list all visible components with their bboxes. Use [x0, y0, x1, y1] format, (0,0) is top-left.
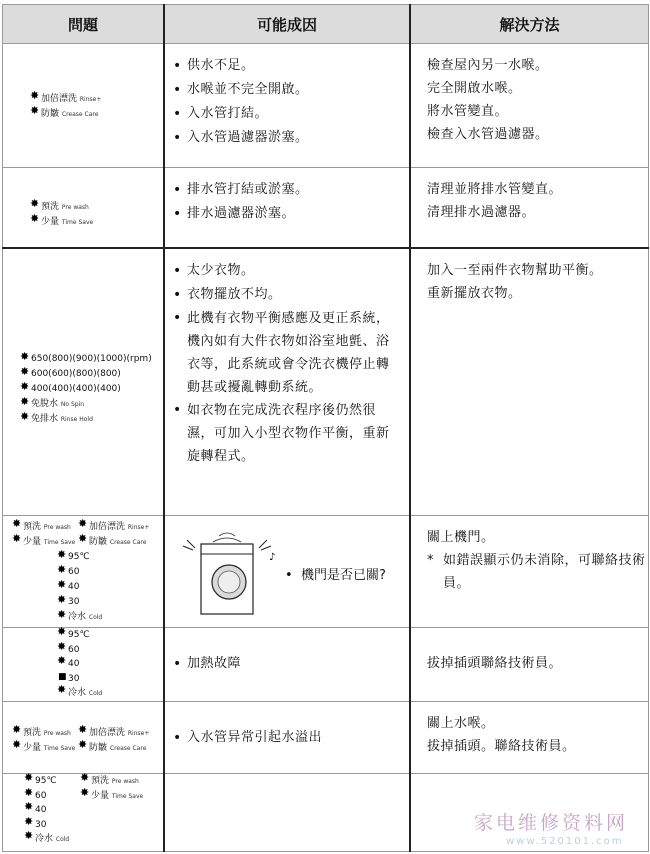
- cause-item: • 加熱故障: [187, 652, 403, 676]
- indicator-label: 免排水: [31, 413, 59, 424]
- indicator-light-icon: [13, 521, 22, 530]
- cause-cell: [164, 774, 410, 852]
- indicator-label: 600(600)(800)(800): [31, 368, 121, 379]
- temperature-label: 60: [68, 644, 80, 655]
- troubleshooting-table: [2, 4, 649, 852]
- solution-item: 拔掉插頭。聯絡技術員。: [427, 739, 576, 754]
- solution-item: 拔掉插頭聯絡技術員。: [427, 656, 563, 671]
- temperature-label: 30: [68, 597, 80, 607]
- temperature-list: [58, 628, 102, 702]
- indicator-label-en: Crease Care: [61, 111, 99, 118]
- indicator-light-icon: [58, 687, 67, 696]
- temperature-list: [25, 774, 69, 848]
- note-mark: *: [427, 553, 434, 568]
- indicator-light-icon: [21, 368, 30, 377]
- temperature-label: 30: [68, 673, 80, 684]
- indicator-light-icon: [13, 727, 22, 736]
- indicator-label-en: Crease Care: [109, 745, 147, 752]
- cause-item: • 入水管异常引起水溢出: [187, 726, 403, 750]
- solution-item: 將水管變直。: [427, 104, 509, 119]
- cause-item: • 如衣物在完成洗衣程序後仍然很濕，可加入小型衣物作平衡，重新旋轉程式。: [187, 399, 401, 468]
- indicator-light-icon: [58, 629, 67, 638]
- indicator-light-icon: [58, 611, 67, 620]
- solution-cell: [410, 516, 649, 628]
- temperature-label: 60: [68, 567, 80, 577]
- temperature-label-en: Cold: [88, 614, 103, 621]
- watermark-text: 家电维修资料网: [474, 812, 629, 834]
- indicator-label-en: Pre wash: [111, 778, 139, 785]
- indicator-list-right: [79, 520, 149, 550]
- indicator-label: 650(800)(900)(1000)(rpm): [31, 353, 152, 364]
- temperature-label: 40: [35, 805, 47, 815]
- problem-cell: [3, 774, 165, 852]
- problem-cell: [3, 248, 165, 516]
- cause-item: • 入水管打結。: [187, 102, 403, 126]
- indicator-label-en: No Spin: [60, 400, 85, 408]
- temperature-label: 95℃: [68, 630, 90, 640]
- solution-cell: [410, 702, 649, 774]
- indicator-light-icon: [25, 833, 34, 842]
- indicator-light-icon: [79, 742, 88, 751]
- cause-cell: [164, 702, 410, 774]
- problem-cell: [3, 628, 165, 702]
- header-solution: 解決方法: [410, 5, 649, 44]
- indicator-light-icon: [21, 353, 30, 362]
- cause-item: • 排水管打結或淤塞。: [187, 178, 403, 202]
- cause-cell: [164, 628, 410, 702]
- indicator-label: 少量: [91, 791, 110, 801]
- indicator-light-icon: [13, 536, 22, 545]
- header-problem: 問題: [3, 5, 165, 44]
- indicator-label-en: Time Save: [61, 219, 94, 226]
- indicator-label: 加倍漂洗: [89, 728, 126, 738]
- cause-item: • 排水過濾器淤塞。: [187, 202, 403, 226]
- indicator-light-icon: [58, 566, 67, 575]
- solution-note: [427, 549, 648, 595]
- indicator-label: 加倍漂洗: [41, 94, 78, 104]
- temperature-label-en: Cold: [88, 690, 103, 697]
- indicator-light-icon: [79, 727, 88, 736]
- cause-cell: [164, 248, 410, 516]
- note-text: 如錯誤顯示仍未消除，可聯絡技術員。: [443, 553, 646, 591]
- indicator-label-en: Rinse Hold: [60, 415, 93, 423]
- indicator-list: [31, 92, 101, 122]
- watermark-url: www.520101.com: [506, 836, 624, 847]
- indicator-label-en: Pre wash: [61, 204, 89, 211]
- indicator-label-en: Time Save: [43, 539, 76, 546]
- indicator-list-right: [79, 726, 149, 756]
- indicator-label: 預洗: [23, 522, 42, 532]
- indicator-light-icon: [58, 581, 67, 590]
- indicator-light-icon: [31, 93, 40, 102]
- solution-item: 關上機門。: [427, 530, 495, 545]
- problem-cell: [3, 702, 165, 774]
- problem-cell: [3, 168, 165, 248]
- solution-item: 清理排水過濾器。: [427, 205, 536, 220]
- indicator-light-icon: [25, 804, 34, 813]
- temperature-label: 95℃: [35, 776, 57, 786]
- indicator-label-en: Pre wash: [43, 730, 71, 737]
- solution-cell: [410, 44, 649, 168]
- indicator-light-icon: [31, 216, 40, 225]
- door-check-text: • 機門是否已關?: [285, 568, 386, 583]
- indicator-light-icon: [79, 536, 88, 545]
- indicator-light-icon: [25, 790, 34, 799]
- indicator-label: 少量: [23, 537, 42, 547]
- problem-cell: [3, 516, 165, 628]
- temperature-label: 60: [35, 790, 47, 801]
- indicator-label-en: Rinse+: [79, 96, 102, 103]
- solution-cell: [410, 628, 649, 702]
- indicator-label: 預洗: [23, 728, 42, 738]
- indicator-light-icon: [58, 644, 67, 653]
- cause-item: • 此機有衣物平衡感應及更正系統，機內如有大件衣物如浴室地氈、浴衣等，此系統或會令洗衣機停止轉動甚或擾亂轉動系統。: [187, 307, 401, 399]
- temperature-label: 40: [68, 582, 80, 592]
- cause-item: • 供水不足。: [187, 54, 403, 78]
- indicator-label: 加倍漂洗: [89, 522, 126, 532]
- indicator-light-icon: [25, 819, 34, 828]
- door-question: 機門是否已關?: [300, 568, 386, 583]
- indicator-light-icon: [25, 775, 34, 784]
- cause-item: • 入水管過濾器淤塞。: [187, 126, 403, 150]
- indicator-light-icon: [81, 790, 90, 799]
- washing-machine-illustration: [179, 530, 279, 616]
- indicator-label: 防皺: [89, 537, 108, 547]
- cause-item: • 衣物擺放不均。: [187, 283, 401, 307]
- indicator-light-icon: [31, 108, 40, 117]
- temperature-label: 冷水: [68, 612, 87, 622]
- solution-cell: [410, 168, 649, 248]
- indicator-label: 免脫水: [31, 398, 59, 409]
- problem-cell: [3, 44, 165, 168]
- header-cause: 可能成因: [164, 5, 410, 44]
- indicator-light-icon: [13, 742, 22, 751]
- indicator-label: 預洗: [91, 776, 110, 786]
- temperature-label: 95℃: [68, 552, 90, 562]
- indicator-light-icon: [58, 596, 67, 605]
- indicator-light-icon: [58, 551, 67, 560]
- indicator-list-left: [13, 520, 75, 550]
- indicator-label: 400(400)(400)(400): [31, 383, 121, 394]
- temperature-label: 冷水: [68, 688, 87, 698]
- temperature-list: [58, 550, 102, 625]
- solution-item: 清理並將排水管變直。: [427, 182, 563, 197]
- indicator-label: 少量: [23, 743, 42, 753]
- cause-item: • 太少衣物。: [187, 259, 401, 283]
- indicator-label-en: Pre wash: [43, 524, 71, 531]
- indicator-light-icon: [58, 658, 67, 667]
- indicator-label: 少量: [41, 217, 60, 227]
- indicator-light-icon: [21, 383, 30, 392]
- temperature-label-en: Cold: [55, 836, 70, 843]
- indicator-square-icon: [58, 673, 67, 682]
- temperature-label: 40: [68, 659, 80, 669]
- cause-cell: [164, 516, 410, 628]
- cause-item: • 水喉並不完全開啟。: [187, 78, 403, 102]
- indicator-light-icon: [79, 521, 88, 530]
- indicator-list-left: [13, 726, 75, 756]
- indicator-label: 預洗: [41, 202, 60, 212]
- temperature-label: 30: [35, 819, 47, 830]
- temperature-label: 冷水: [35, 834, 54, 844]
- solution-item: 檢查屋內另一水喉。: [427, 58, 549, 73]
- indicator-label-en: Crease Care: [109, 539, 147, 546]
- indicator-list: [21, 352, 152, 427]
- indicator-list-right: [81, 774, 143, 804]
- solution-item: 重新擺放衣物。: [427, 285, 522, 301]
- indicator-label-en: Rinse+: [127, 730, 150, 737]
- solution-item: 檢查入水管過濾器。: [427, 127, 549, 142]
- indicator-label-en: Rinse+: [127, 524, 150, 531]
- svg-text:♪: ♪: [269, 552, 276, 563]
- indicator-label-en: Time Save: [111, 793, 144, 800]
- indicator-list: [31, 200, 93, 230]
- indicator-label: 防皺: [41, 109, 60, 119]
- cause-cell: [164, 44, 410, 168]
- solution-item: 加入一至兩件衣物幫助平衡。: [427, 262, 603, 278]
- cause-cell: [164, 168, 410, 248]
- indicator-light-icon: [21, 413, 30, 422]
- solution-cell: [410, 248, 649, 516]
- solution-item: 完全開啟水喉。: [427, 81, 522, 96]
- indicator-light-icon: [81, 775, 90, 784]
- indicator-label: 防皺: [89, 743, 108, 753]
- indicator-light-icon: [21, 398, 30, 407]
- indicator-label-en: Time Save: [43, 745, 76, 752]
- indicator-light-icon: [31, 201, 40, 210]
- solution-item: 關上水喉。: [427, 716, 495, 731]
